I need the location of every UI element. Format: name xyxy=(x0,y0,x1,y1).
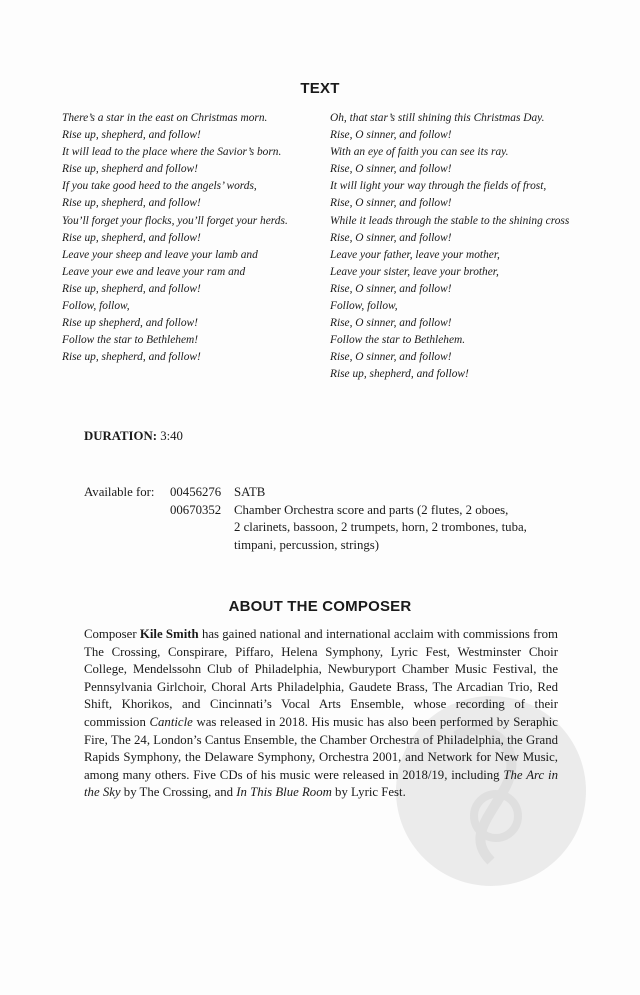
bio-text: by Lyric Fest. xyxy=(331,785,406,800)
text-heading: TEXT xyxy=(300,80,340,97)
lyrics-left-column xyxy=(62,110,288,366)
lyric-line: Rise, O sinner, and follow! xyxy=(330,351,452,364)
edition-row xyxy=(170,502,508,520)
edition-desc: SATB xyxy=(234,485,266,499)
lyric-line: Rise, O sinner, and follow! xyxy=(330,282,452,295)
edition-number: 00456276 xyxy=(170,485,222,499)
lyric-line: Rise, O sinner, and follow! xyxy=(330,317,452,330)
edition-desc: Chamber Orchestra score and parts (2 flutes, 2 oboes, xyxy=(234,502,509,517)
edition-desc-continued: 2 clarinets, bassoon, 2 trumpets, horn, 2 trombones, tuba, xyxy=(234,520,527,534)
work-title: In This Blue Room xyxy=(236,785,332,800)
lyric-line: Rise, O sinner, and follow! xyxy=(330,231,452,244)
lyric-line: Rise up, shepherd, and follow! xyxy=(330,368,469,381)
lyric-line: Leave your sheep and leave your lamb and xyxy=(62,248,258,261)
duration xyxy=(84,429,183,444)
work-title: Canticle xyxy=(149,714,193,729)
edition-row xyxy=(170,484,265,502)
edition-desc-continued: timpani, percussion, strings) xyxy=(234,537,380,552)
availability-label: Available for: xyxy=(84,485,155,499)
lyric-line: While it leads through the stable to the shining cross xyxy=(330,214,570,227)
lyric-line: Rise, O sinner, and follow! xyxy=(330,129,452,142)
lyric-line: With an eye of faith you can see its ray. xyxy=(330,146,509,159)
composer-name: Kile Smith xyxy=(139,627,199,641)
lyric-line: Rise, O sinner, and follow! xyxy=(330,163,452,176)
lyric-line: Rise, O sinner, and follow! xyxy=(330,197,452,210)
edition-number: 00670352 xyxy=(170,502,222,517)
lyric-line: It will light your way through the fields of frost, xyxy=(330,180,547,193)
lyric-line: There’s a star in the east on Christmas morn. xyxy=(62,112,268,124)
lyric-line: Rise up, shepherd and follow! xyxy=(62,163,198,176)
lyric-line: It will lead to the place where the Savior’s born. xyxy=(62,146,282,159)
bio-text: was released in 2018. His music has also been performed by Seraphic Fire, The 24, London’s Cantus Ensemble, the Chamber Orchestra of Philadelphia, the Grand Rapids Symphony, the Delaware Symphony, Orchestra 2001, and Network for New Music, among many others. Five CDs of his music were released in 2018/19, including xyxy=(84,714,558,782)
lyric-line: Leave your ewe and leave your ram and xyxy=(62,265,246,278)
lyric-line: Follow the star to Bethlehem. xyxy=(330,334,466,347)
bio-text: has gained national and international acclaim with commissions from The Crossing, Conspirare, Piffaro, Helena Symphony, Lyric Fest, Westminster Choir College, Mendelssohn Club of Philadelphia, Newburyport Chamber Music Festival, the Pennsylvania Girlchoir, Choral Arts Philadelphia, Gaudete Brass, The Arcadian Trio, Red Shift, Khorikos, and Cincinnati’s Vocal Arts Ensemble, whose recording of their commission xyxy=(84,627,559,729)
duration-value: 3:40 xyxy=(160,429,183,443)
about-heading: ABOUT THE COMPOSER xyxy=(228,598,412,615)
lyric-line: Rise up, shepherd, and follow! xyxy=(62,351,201,364)
lyric-line: Rise up, shepherd, and follow! xyxy=(62,282,201,295)
lyric-line: Rise up, shepherd, and follow! xyxy=(62,231,201,244)
lyric-line: Rise up, shepherd, and follow! xyxy=(62,197,201,210)
lyric-line: Leave your father, leave your mother, xyxy=(330,248,500,261)
bio-text: by The Crossing, and xyxy=(120,785,237,800)
duration-label: DURATION: xyxy=(84,429,157,443)
lyric-line: Follow, follow, xyxy=(62,300,130,313)
work-title: The Arc in the Sky xyxy=(84,767,558,800)
lyric-line: Rise up shepherd, and follow! xyxy=(62,317,198,330)
lyrics-right-column xyxy=(330,110,569,384)
lyric-line: You’ll forget your flocks, you’ll forget your herds. xyxy=(62,214,288,227)
lyric-line: Follow the star to Bethlehem! xyxy=(62,334,199,347)
bio-text: Composer xyxy=(84,627,140,641)
lyric-line: Rise up, shepherd, and follow! xyxy=(62,129,201,142)
composer-bio xyxy=(84,626,558,802)
lyric-line: Oh, that star’s still shining this Christmas Day. xyxy=(330,112,545,124)
lyric-line: Leave your sister, leave your brother, xyxy=(330,265,499,278)
lyric-line: If you take good heed to the angels’ words, xyxy=(62,180,257,193)
lyric-line: Follow, follow, xyxy=(330,300,398,313)
